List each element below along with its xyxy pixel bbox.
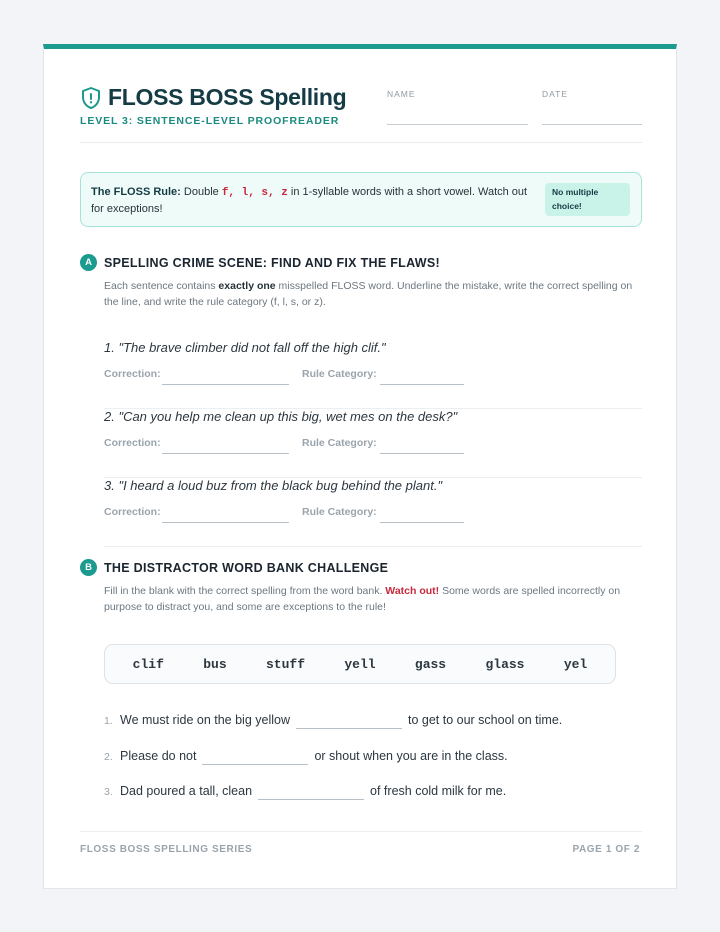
correction-field[interactable] xyxy=(162,522,289,523)
footer-page-number: PAGE 1 OF 2 xyxy=(572,844,640,855)
shield-alert-icon xyxy=(80,86,102,110)
item-sentence: 3. "I heard a loud buz from the black bug behind the plant." xyxy=(104,478,443,493)
word-bank-item: clif xyxy=(132,656,164,672)
fill-in-number: 2. xyxy=(104,751,113,763)
proofread-item xyxy=(104,409,642,478)
section-b-desc-after: Some words are spelled incorrectly on purpose to distract you, and some are exceptions to the rule! xyxy=(104,585,621,613)
correction-field[interactable] xyxy=(162,384,289,385)
section-a-description xyxy=(104,278,644,310)
category-field[interactable] xyxy=(380,453,464,454)
category-label: Rule Category: xyxy=(302,506,377,518)
section-a-desc-before: Each sentence contains xyxy=(104,280,219,292)
no-multiple-choice-badge: No multiple choice! xyxy=(545,183,630,216)
word-bank-item: yel xyxy=(563,656,588,672)
rule-text-before: Double xyxy=(180,186,222,198)
page-title: FLOSS BOSS Spelling xyxy=(108,84,347,110)
word-bank-item: gass xyxy=(414,656,447,672)
date-label: DATE xyxy=(542,89,569,99)
fill-in-number: 3. xyxy=(104,786,113,798)
fill-in-before: We must ride on the big yellow xyxy=(120,713,290,727)
fill-in-after: or shout when you are in the class. xyxy=(314,749,508,763)
proofread-item xyxy=(104,478,642,547)
correction-label: Correction: xyxy=(104,368,161,380)
category-field[interactable] xyxy=(380,522,464,523)
section-a-desc-after: misspelled FLOSS word. Underline the mistake, write the correct spelling on the line, and write the rule category (f, l, s, or z). xyxy=(104,280,633,308)
worksheet-page xyxy=(43,44,677,889)
rule-text-after: in 1-syllable words with a short vowel. Watch out for exceptions! xyxy=(91,186,528,215)
worksheet-header xyxy=(80,81,642,143)
fill-in-before: Dad poured a tall, clean xyxy=(120,784,253,798)
name-field[interactable] xyxy=(387,124,528,125)
item-sentence: 1. "The brave climber did not fall off the high clif." xyxy=(104,340,386,355)
footer-divider xyxy=(80,831,642,832)
page-subtitle: LEVEL 3: SENTENCE-LEVEL PROOFREADER xyxy=(80,115,340,127)
correction-field[interactable] xyxy=(162,453,289,454)
date-field[interactable] xyxy=(542,124,642,125)
category-field[interactable] xyxy=(380,384,464,385)
footer-series: FLOSS BOSS SPELLING SERIES xyxy=(80,844,253,855)
fill-in-number: 1. xyxy=(104,715,113,727)
section-b-description xyxy=(104,583,644,615)
item-sentence: 2. "Can you help me clean up this big, wet mes on the desk?" xyxy=(104,409,458,424)
rule-letters: f, l, s, z xyxy=(221,187,288,199)
word-bank-item: yell xyxy=(344,656,376,672)
fill-in-item xyxy=(104,749,508,763)
word-bank-item: glass xyxy=(485,656,525,672)
section-b-desc-before: Fill in the blank with the correct spelling from the word bank. xyxy=(104,585,386,597)
proofread-item xyxy=(104,340,642,409)
section-a-marker: A xyxy=(80,254,97,271)
fill-in-after: to get to our school on time. xyxy=(408,713,563,727)
section-b-marker: B xyxy=(80,559,97,576)
correction-label: Correction: xyxy=(104,437,161,449)
fill-in-item xyxy=(104,713,562,727)
word-bank-item: bus xyxy=(203,656,227,672)
category-label: Rule Category: xyxy=(302,437,377,449)
word-bank-item: stuff xyxy=(265,656,305,672)
fill-in-blank[interactable] xyxy=(258,799,364,800)
name-label: NAME xyxy=(387,89,416,99)
fill-in-after: of fresh cold milk for me. xyxy=(370,784,507,798)
rule-box xyxy=(80,172,642,227)
rule-label: The FLOSS Rule: xyxy=(91,186,181,198)
section-a-title: SPELLING CRIME SCENE: FIND AND FIX THE FLAWS! xyxy=(104,256,440,270)
fill-in-blank[interactable] xyxy=(296,728,402,729)
fill-in-item xyxy=(104,784,506,798)
correction-label: Correction: xyxy=(104,506,161,518)
watch-out-warning: Watch out! xyxy=(385,585,440,597)
fill-in-blank[interactable] xyxy=(202,764,308,765)
category-label: Rule Category: xyxy=(302,368,377,380)
section-b-title: THE DISTRACTOR WORD BANK CHALLENGE xyxy=(104,561,389,575)
fill-in-before: Please do not xyxy=(120,749,197,763)
word-bank xyxy=(104,644,616,684)
title-row xyxy=(80,84,346,111)
section-a-desc-bold: exactly one xyxy=(218,280,276,292)
rule-text xyxy=(91,184,541,217)
